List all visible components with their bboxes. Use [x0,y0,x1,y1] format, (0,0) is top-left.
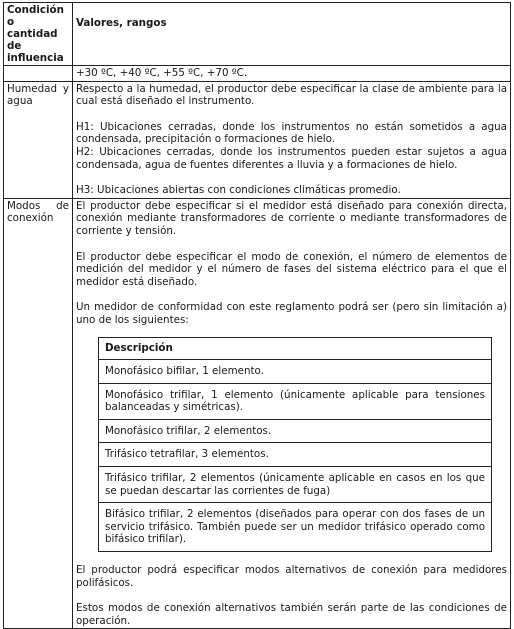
description-table [98,337,492,553]
description-cell: Trifásico trifilar, 2 elementos (únicamente aplicable en casos en los que se puedan descartar las corrientes de fuga) [99,467,492,503]
influence-table [3,2,511,629]
description-cell: Trifásico tetrafilar, 3 elementos. [99,443,492,467]
connection-label-word-2: de [56,199,69,212]
humidity-label-cell [4,81,73,198]
temperature-label-cell [4,66,73,82]
table-row [99,360,492,384]
connection-content-cell [73,198,511,629]
table-row [99,467,492,503]
connection-paragraph-3: Un medidor de conformidad con este reglamento podrá ser (pero sin limitación a) uno de los siguientes: [76,301,507,326]
header-condition-line-3: influencia [7,52,64,64]
header-values-cell: Valores, rangos [73,3,511,66]
header-condition-line-1: Condición o [7,4,64,28]
humidity-class-h3: H3: Ubicaciones abiertas con condiciones climáticas promedio. [76,184,401,197]
connection-paragraph-1: El productor debe especificar si el medidor está diseñado para conexión directa, conexión mediante transformadores de corriente o mediante transformadores de corriente y tensión. [76,199,507,237]
table-row [99,419,492,443]
description-cell: Monofásico bifilar, 1 elemento. [99,360,492,384]
description-header: Descripción [99,337,492,360]
table-header-row [4,3,511,66]
humidity-label-word-1: Humedad [7,82,58,95]
connection-paragraph-5: Estos modos de conexión alternativos también serán parte de las condiciones de operación. [76,602,507,627]
humidity-class-h1: H1: Ubicaciones cerradas, donde los instrumentos no están sometidos a agua condensada, precipitación o formaciones de hielo. [76,120,507,146]
table-row-humidity [4,81,511,198]
table-row [99,443,492,467]
description-header-row [99,337,492,360]
connection-paragraph-2: El productor debe especificar el modo de conexión, el número de elementos de medición del medidor y el número de fases del sistema eléctrico para el que el medidor está diseñado. [76,250,507,288]
description-cell: Bifásico trifilar, 2 elementos (diseñados para operar con dos fases de un servicio trifásico. También puede ser un medidor trifásico operado como bifásico trifilar). [99,503,492,552]
connection-label-word-1: Modos [7,199,41,212]
header-condition-line-2: cantidad de [7,28,58,52]
humidity-intro: Respecto a la humedad, el productor debe especificar la clase de ambiente para la cual está diseñado el instrumento. [76,82,507,108]
header-condition-cell [4,3,73,66]
humidity-label-word-3: agua [7,95,33,108]
humidity-content-cell [73,81,511,198]
connection-label-word-3: conexión [7,212,54,225]
humidity-label-word-2: y [62,82,69,95]
table-row-connection [4,198,511,629]
table-row-temperatures [4,66,511,82]
table-row [99,503,492,552]
table-row [99,383,492,419]
description-cell: Monofásico trifilar, 2 elementos. [99,419,492,443]
connection-paragraph-4: El productor podrá especificar modos alternativos de conexión para medidores polifásicos. [76,564,507,589]
temperature-values: +30 ºC, +40 ºC, +55 ºC, +70 ºC. [73,66,511,82]
description-cell: Monofásico trifilar, 1 elemento (únicamente aplicable para tensiones balanceadas y simétricas). [99,383,492,419]
connection-label-cell [4,198,73,629]
humidity-class-h2: H2: Ubicaciones cerradas, donde los instrumentos pueden estar sujetos a agua condensada, agua de fuentes diferentes a lluvia y a formaciones de hielo. [76,145,507,171]
